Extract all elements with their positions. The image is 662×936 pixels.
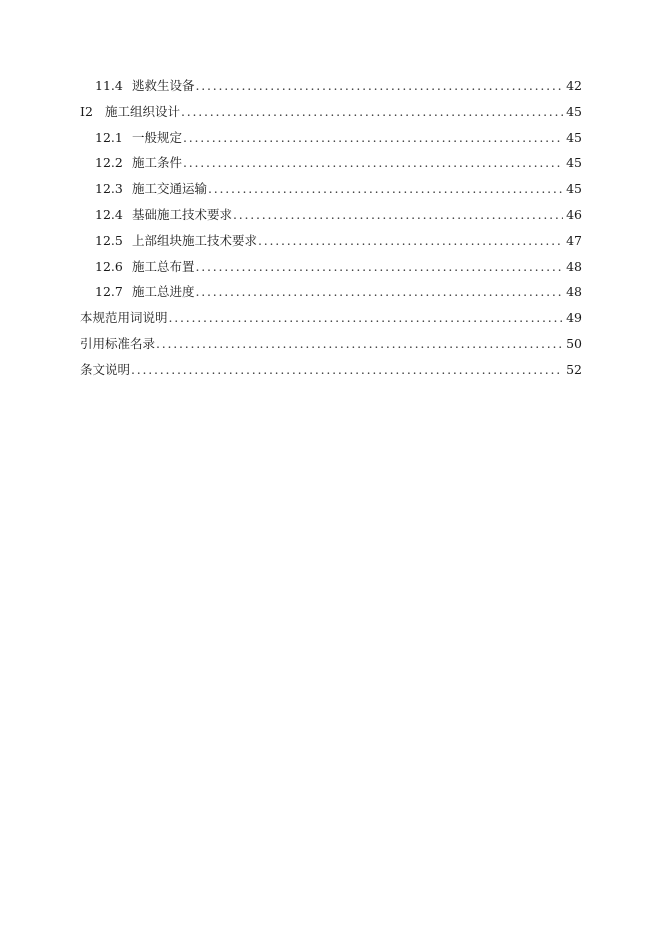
toc-dot-leader	[183, 153, 563, 173]
toc-entry-12-6[interactable]	[80, 257, 582, 283]
toc-entry-page: 52	[566, 361, 582, 377]
toc-entry-number: 12.3	[95, 181, 123, 197]
toc-entry-number: 12.5	[95, 232, 123, 248]
toc-entry-11-4[interactable]	[80, 76, 582, 102]
toc-entry-referenced-standards[interactable]	[80, 334, 582, 360]
toc-entry-title: 施工条件	[132, 155, 183, 171]
toc-entry-page: 49	[566, 310, 582, 326]
toc-dot-leader	[233, 205, 563, 225]
toc-dot-leader	[181, 102, 563, 122]
toc-entry-title: 施工交通运输	[132, 181, 208, 197]
toc-entry-12-3[interactable]	[80, 179, 582, 205]
toc-dot-leader	[208, 179, 563, 199]
toc-entry-number: 12.2	[95, 155, 123, 171]
toc-entry-number: 11.4	[95, 78, 123, 93]
toc-entry-number: 12.6	[95, 258, 123, 274]
toc-entry-page: 46	[566, 206, 582, 222]
toc-entry-page: 48	[566, 258, 582, 274]
toc-entry-page: 45	[566, 103, 582, 119]
toc-entry-number: 12.1	[95, 129, 123, 145]
toc-entry-title: 施工总布置	[132, 258, 195, 274]
toc-entry-page: 45	[566, 155, 582, 171]
toc-entry-title: 上部组块施工技术要求	[132, 232, 258, 248]
toc-entry-page: 45	[566, 129, 582, 145]
toc-entry-title: 逃救生设备	[132, 78, 195, 93]
toc-dot-leader	[196, 76, 563, 96]
toc-entry-12[interactable]	[80, 102, 582, 128]
toc-entry-page: 42	[566, 78, 582, 93]
toc-dot-leader	[169, 308, 563, 328]
toc-entry-number: 12.4	[95, 206, 123, 222]
table-of-contents	[80, 76, 582, 386]
toc-entry-title: 条文说明	[80, 361, 131, 377]
toc-entry-12-7[interactable]	[80, 282, 582, 308]
toc-entry-number: I2	[80, 103, 93, 119]
toc-entry-12-1[interactable]	[80, 128, 582, 154]
toc-entry-title: 引用标准名录	[80, 335, 156, 351]
toc-entry-title: 本规范用词说明	[80, 310, 168, 326]
toc-entry-page: 50	[566, 335, 582, 351]
toc-entry-number: 12.7	[95, 284, 123, 300]
toc-entry-explanation[interactable]	[80, 360, 582, 386]
toc-entry-title: 基础施工技术要求	[132, 206, 233, 222]
toc-entry-title: 一般规定	[132, 129, 183, 145]
toc-entry-terminology[interactable]	[80, 308, 582, 334]
toc-entry-12-2[interactable]	[80, 153, 582, 179]
toc-entry-page: 45	[566, 181, 582, 197]
toc-entry-12-5[interactable]	[80, 231, 582, 257]
toc-dot-leader	[258, 231, 563, 251]
toc-dot-leader	[183, 128, 563, 148]
toc-dot-leader	[196, 257, 563, 277]
toc-entry-title: 施工总进度	[132, 284, 195, 300]
toc-dot-leader	[156, 334, 563, 354]
toc-entry-page: 47	[566, 232, 582, 248]
toc-dot-leader	[196, 282, 563, 302]
toc-dot-leader	[131, 360, 563, 380]
toc-entry-title: 施工组织设计	[105, 103, 181, 119]
toc-entry-page: 48	[566, 284, 582, 300]
toc-entry-12-4[interactable]	[80, 205, 582, 231]
